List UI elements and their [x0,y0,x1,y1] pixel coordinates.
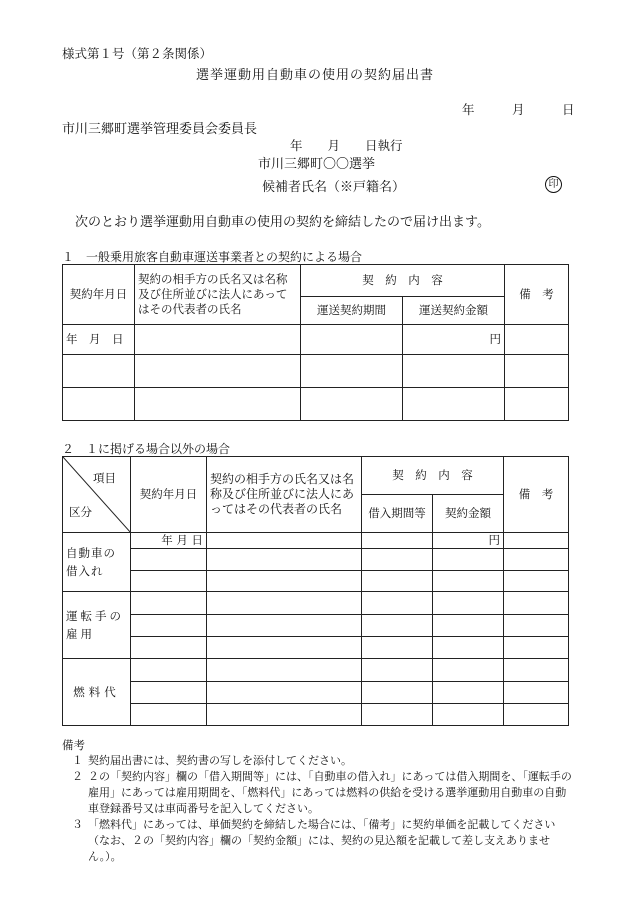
s2-driver-row3-party[interactable] [207,637,362,659]
s1-row3-remarks[interactable] [505,388,569,421]
s2-driver-row2-party[interactable] [207,615,362,637]
s2-fuel-row3-date[interactable] [131,704,207,726]
s2-fuel-row1-period[interactable] [362,659,433,682]
s1-row1-period[interactable] [301,325,403,355]
page-title: 選挙運動用自動車の使用の契約届出書 [195,68,434,83]
candidate-name-label: 候補者氏名（※戸籍名） [262,180,406,195]
s2-fuel-row2-period[interactable] [362,682,433,704]
s1-row1-date[interactable]: 年 月 日 [63,325,135,355]
s1-row1-amount[interactable]: 円 [403,325,505,355]
s2-fuel-row2-remarks[interactable] [504,682,569,704]
s2-rental-row1-date[interactable]: 年 月 日 [131,533,207,549]
s2-driver-row2-remarks[interactable] [504,615,569,637]
form-number: 様式第１号（第２条関係） [62,46,213,61]
s1-row2-remarks[interactable] [505,355,569,388]
section1-heading: １ 一般乗用旅客自動車運送事業者との契約による場合 [62,250,363,264]
s1-header-contract: 契 約 内 容 [301,265,505,297]
s2-rental-row2-date[interactable] [131,549,207,571]
s2-header-remarks: 備 考 [504,457,569,533]
s2-fuel-row1-remarks[interactable] [504,659,569,682]
s2-driver-row1-amount[interactable] [433,592,504,615]
note-item: １ 契約届出書には、契約書の写しを添付してください。 [72,754,352,767]
s2-fuel-row1-party[interactable] [207,659,362,682]
s2-diagonal-header [63,457,131,533]
s2-fuel-row1-date[interactable] [131,659,207,682]
s2-rental-row3-remarks[interactable] [504,571,569,592]
s1-row2-date[interactable] [63,355,135,388]
s2-fuel-row3-party[interactable] [207,704,362,726]
s2-rental-row2-party[interactable] [207,549,362,571]
seal-mark: 印 [545,176,562,193]
s2-rental-row2-period[interactable] [362,549,433,571]
s2-rental-row1-period[interactable] [362,533,433,549]
s2-rental-row1-remarks[interactable] [504,533,569,549]
s2-diag-category: 区分 [69,505,92,519]
s1-row3-party[interactable] [135,388,301,421]
s2-rental-row3-period[interactable] [362,571,433,592]
s1-row2-party[interactable] [135,355,301,388]
s2-driver-row3-amount[interactable] [433,637,504,659]
s2-rental-row3-date[interactable] [131,571,207,592]
note-item: ２ ２の「契約内容」欄の「借入期間等」には、「自動車の借入れ」にあっては借入期間を、「運転手の雇用」にあっては雇用期間を、「燃料代」にあっては燃料の供給を受ける選挙運動用自動車の自動車登録番号又は車両番号を記入してください。 [72,770,572,815]
s2-diag-item: 項目 [93,471,116,485]
s2-driver-row3-date[interactable] [131,637,207,659]
s2-header-amount: 契約金額 [433,495,504,533]
notes-list [62,753,572,865]
section1-table [62,264,569,421]
s1-row1-remarks[interactable] [505,325,569,355]
s1-header-party: 契約の相手方の氏名又は名称及び住所並びに法人にあってはその代表者の氏名 [135,265,301,325]
s2-driver-row1-date[interactable] [131,592,207,615]
s2-rental-row3-amount[interactable] [433,571,504,592]
s2-fuel-row2-date[interactable] [131,682,207,704]
s1-row2-amount[interactable] [403,355,505,388]
s2-driver-row2-period[interactable] [362,615,433,637]
s1-row2-period[interactable] [301,355,403,388]
s2-rental-row2-remarks[interactable] [504,549,569,571]
s2-driver-row3-period[interactable] [362,637,433,659]
section2-table [62,456,569,726]
submission-date: 年 月 日 [462,102,575,117]
s2-driver-row2-date[interactable] [131,615,207,637]
s2-header-period: 借入期間等 [362,495,433,533]
s2-fuel-row2-amount[interactable] [433,682,504,704]
s1-row3-period[interactable] [301,388,403,421]
s2-header-contract: 契 約 内 容 [362,457,504,495]
section2-heading: ２ １に掲げる場合以外の場合 [62,442,231,456]
s1-header-amount: 運送契約金額 [403,297,505,325]
s1-row1-party[interactable] [135,325,301,355]
s2-fuel-row3-period[interactable] [362,704,433,726]
s2-rental-row1-party[interactable] [207,533,362,549]
s2-driver-row1-remarks[interactable] [504,592,569,615]
s2-rental-row1-amount[interactable]: 円 [433,533,504,549]
s2-fuel-row3-amount[interactable] [433,704,504,726]
s2-fuel-row1-amount[interactable] [433,659,504,682]
s2-rental-row2-amount[interactable] [433,549,504,571]
s2-group-fuel: 燃料代 [63,659,131,726]
s1-header-date: 契約年月日 [63,265,135,325]
s1-header-period: 運送契約期間 [301,297,403,325]
intro-text: 次のとおり選挙運動用自動車の使用の契約を締結したので届け出ます。 [75,215,490,230]
s1-header-remarks: 備 考 [505,265,569,325]
note-item: ３ 「燃料代」にあっては、単価契約を締結した場合には、「備考」に契約単価を記載してください（なお、２の「契約内容」欄の「契約金額」には、契約の見込額を記載して差し支えありません。）。 [72,818,556,863]
s2-driver-row1-period[interactable] [362,592,433,615]
notes-heading: 備考 [62,738,85,752]
s2-fuel-row3-remarks[interactable] [504,704,569,726]
s2-group-driver: 運転手の雇用 [63,592,131,659]
s1-row3-amount[interactable] [403,388,505,421]
s2-fuel-row2-party[interactable] [207,682,362,704]
diagonal-line [63,457,131,533]
s2-rental-row3-party[interactable] [207,571,362,592]
addressee: 市川三郷町選挙管理委員会委員長 [62,122,258,137]
s2-driver-row3-remarks[interactable] [504,637,569,659]
s2-group-rental: 自動車の借入れ [63,533,131,592]
election-date: 年 月 日執行 [290,138,403,153]
s2-header-party: 契約の相手方の氏名又は名称及び住所並びに法人にあってはその代表者の氏名 [207,457,362,533]
s2-driver-row1-party[interactable] [207,592,362,615]
s2-header-date: 契約年月日 [131,457,207,533]
election-name: 市川三郷町〇〇選挙 [258,157,376,172]
s2-driver-row2-amount[interactable] [433,615,504,637]
s1-row3-date[interactable] [63,388,135,421]
